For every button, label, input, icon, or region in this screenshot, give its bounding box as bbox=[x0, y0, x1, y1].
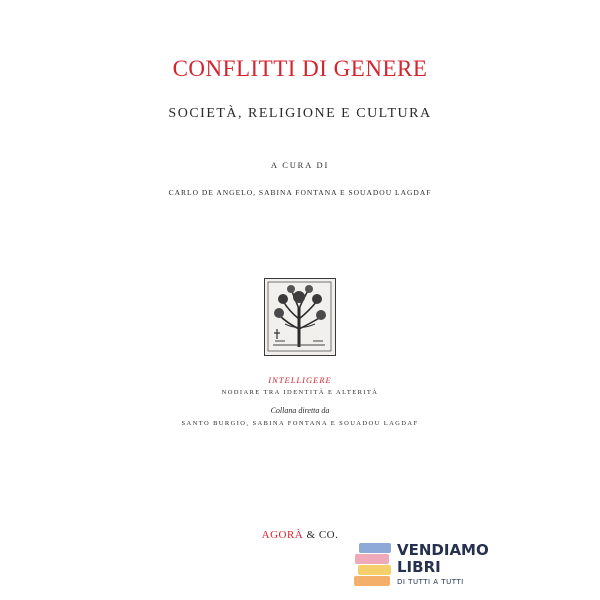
book-shape-yellow bbox=[358, 565, 391, 575]
brand-line2: LIBRI bbox=[397, 558, 441, 576]
editors-names: CARLO DE ANGELO, SABINA FONTANA E SOUADOU LAGDAF bbox=[168, 188, 432, 197]
publisher-co: & CO. bbox=[303, 529, 339, 541]
emblem-drawing bbox=[265, 279, 334, 354]
tree-woodcut-emblem-icon bbox=[264, 278, 336, 356]
series-name: INTELLIGERE bbox=[268, 375, 332, 385]
brand-line1: VENDIAMO bbox=[397, 541, 489, 559]
vendiamo-libri-watermark bbox=[353, 539, 553, 591]
book-subtitle: SOCIETÀ, RELIGIONE E CULTURA bbox=[168, 106, 432, 121]
series-subtitle: NODIARE TRA IDENTITÀ E ALTERITÀ bbox=[221, 389, 379, 396]
book-title: CONFLITTI DI GENERE bbox=[172, 56, 428, 81]
brand-tagline: DI TUTTI A TUTTI bbox=[397, 578, 464, 586]
book-stack-icon bbox=[353, 539, 393, 591]
collana-label: Collana diretta da bbox=[270, 406, 330, 415]
series-directors: SANTO BURGIO, SABINA FONTANA E SOUADOU LAGDAF bbox=[181, 420, 419, 427]
edited-by-label: A CURA DI bbox=[270, 160, 330, 170]
book-shape-blue bbox=[359, 543, 391, 553]
book-shape-orange bbox=[354, 576, 390, 586]
book-shape-pink bbox=[355, 554, 389, 564]
publisher-agora: AGORÀ bbox=[261, 529, 304, 541]
